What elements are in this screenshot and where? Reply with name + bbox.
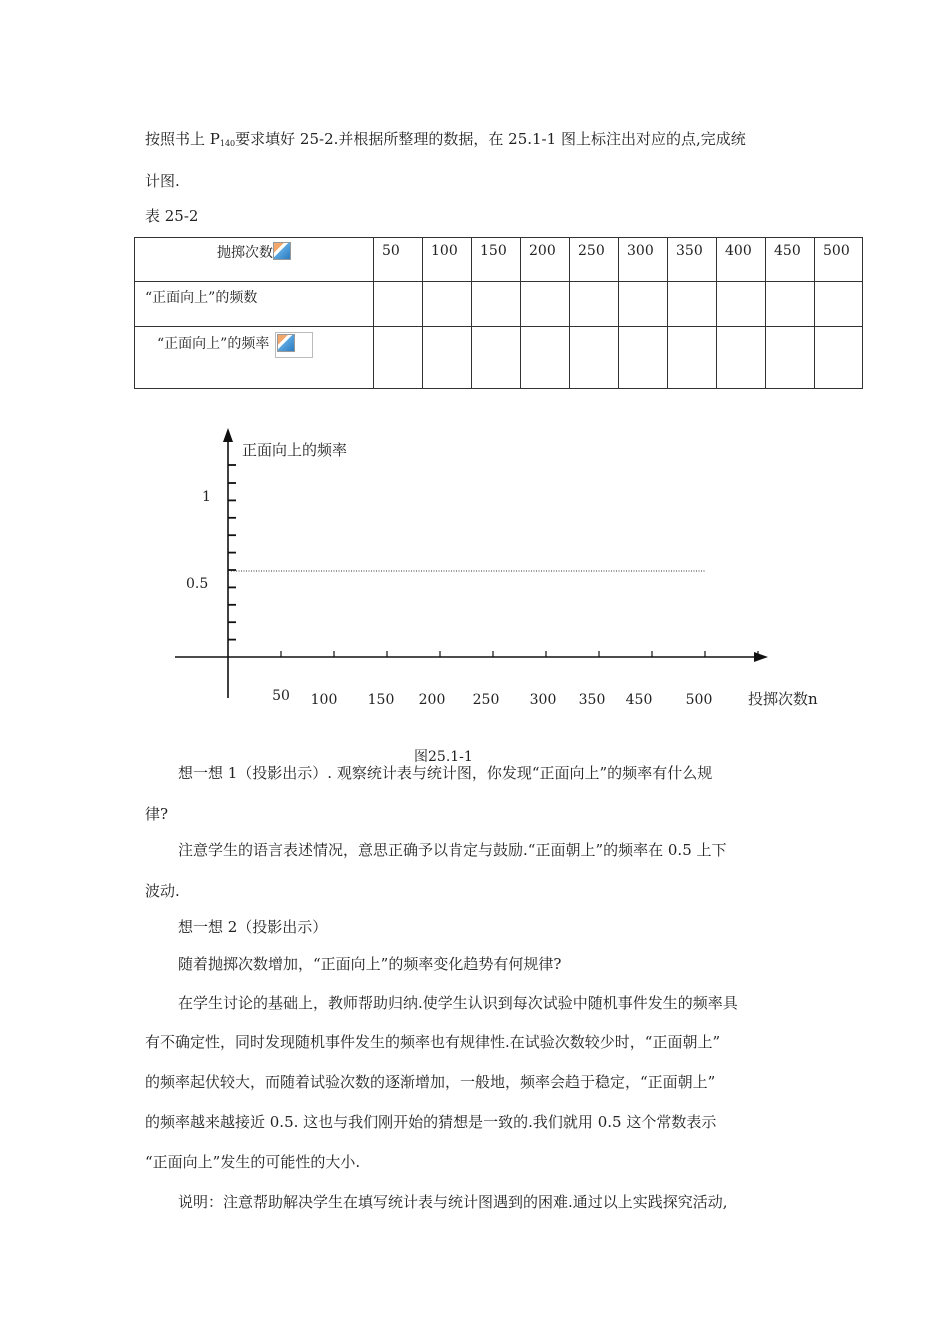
- x-tick-label: 250: [472, 692, 500, 708]
- table-cell[interactable]: [619, 282, 668, 326]
- x-tick-label: 300: [529, 692, 557, 708]
- table-row: [135, 238, 863, 282]
- paragraph-summary-c: 的频率起伏较大，而随着试验次数的逐渐增加，一般地，频率会趋于稳定，“正面朝上”: [145, 1073, 716, 1091]
- paragraph-summary-d: 的频率越来越接近 0.5. 这也与我们刚开始的猜想是一致的.我们就用 0.5 这个常数表示: [145, 1113, 717, 1131]
- table-cell[interactable]: [815, 282, 863, 326]
- column-header: 250: [570, 238, 619, 282]
- table-cell[interactable]: [766, 282, 815, 326]
- image-placeholder-icon: [277, 334, 295, 352]
- image-placeholder-box: [275, 332, 313, 358]
- column-header: 50: [374, 238, 423, 282]
- intro-line-1: 按照书上 $P_{140}$要求填好 25-2.并根据所整理的数据，在 25.1-1 图上标注出对应的点,完成统: [145, 130, 746, 148]
- table-cell[interactable]: [570, 282, 619, 326]
- column-header: 150: [472, 238, 521, 282]
- x-tick-label: 200: [418, 692, 446, 708]
- y-axis-label: 正面向上的频率: [242, 441, 348, 459]
- column-header: 300: [619, 238, 668, 282]
- table-row: [135, 282, 863, 326]
- paragraph-summary-a: 在学生讨论的基础上，教师帮助归纳.使学生认识到每次试验中随机事件发生的频率具: [178, 994, 738, 1012]
- row-header-throws: 抛掷次数: [135, 238, 374, 282]
- frequency-table: [134, 237, 863, 389]
- intro-line-2: 计图.: [145, 172, 180, 190]
- column-header: 450: [766, 238, 815, 282]
- table-caption: 表 25-2: [145, 207, 199, 225]
- y-axis-arrow: [223, 428, 233, 442]
- frequency-chart: [0, 410, 950, 790]
- table-cell[interactable]: [619, 326, 668, 388]
- table-cell[interactable]: [472, 282, 521, 326]
- paragraph-note-a: 注意学生的语言表述情况，意思正确予以肯定与鼓励.“正面朝上”的频率在 0.5 上下: [178, 841, 727, 859]
- chart-caption: 图25.1-1: [414, 749, 473, 765]
- paragraph-think-1-a: 想一想 1（投影出示）. 观察统计表与统计图，你发现“正面向上”的频率有什么规: [178, 764, 713, 782]
- table-cell[interactable]: [472, 326, 521, 388]
- row-header-frequency: “正面向上”的频率: [135, 326, 374, 388]
- table-cell[interactable]: [423, 326, 472, 388]
- x-tick-label: 100: [310, 692, 338, 708]
- x-tick-label: 50: [272, 688, 290, 704]
- paragraph-question: 随着抛掷次数增加，“正面向上”的频率变化趋势有何规律?: [178, 955, 562, 973]
- paragraph-explanation: 说明：注意帮助解决学生在填写统计表与统计图遇到的困难.通过以上实践探究活动,: [178, 1193, 728, 1211]
- table-cell[interactable]: [374, 282, 423, 326]
- x-tick-label: 450: [625, 692, 653, 708]
- paragraph-summary-e: “正面向上”发生的可能性的大小.: [145, 1153, 361, 1171]
- table-cell[interactable]: [717, 326, 766, 388]
- paragraph-think-2: 想一想 2（投影出示）: [178, 918, 328, 936]
- table-cell[interactable]: [766, 326, 815, 388]
- column-header: 400: [717, 238, 766, 282]
- paragraph-note-b: 波动.: [145, 882, 180, 900]
- image-placeholder-icon: [273, 242, 291, 260]
- y-tick-label: 1: [202, 489, 211, 505]
- table-cell[interactable]: [374, 326, 423, 388]
- column-header: 100: [423, 238, 472, 282]
- table-cell[interactable]: [521, 326, 570, 388]
- row-header-count: “正面向上”的频数: [135, 282, 374, 326]
- table-cell[interactable]: [717, 282, 766, 326]
- column-header: 350: [668, 238, 717, 282]
- column-header: 200: [521, 238, 570, 282]
- x-tick-label: 500: [685, 692, 713, 708]
- x-tick-label: 350: [578, 692, 606, 708]
- table-cell[interactable]: [521, 282, 570, 326]
- table-cell[interactable]: [668, 282, 717, 326]
- table-cell[interactable]: [423, 282, 472, 326]
- table-cell[interactable]: [815, 326, 863, 388]
- paragraph-think-1-b: 律?: [145, 805, 169, 823]
- table-cell[interactable]: [570, 326, 619, 388]
- table-cell[interactable]: [668, 326, 717, 388]
- x-tick-label: 150: [367, 692, 395, 708]
- x-axis-label: 投掷次数n: [748, 690, 818, 708]
- table-row: [135, 326, 863, 388]
- paragraph-summary-b: 有不确定性，同时发现随机事件发生的频率也有规律性.在试验次数较少时，“正面朝上”: [145, 1033, 721, 1051]
- column-header: 500: [815, 238, 863, 282]
- y-tick-label: 0.5: [186, 576, 209, 592]
- x-axis-arrow: [754, 652, 768, 662]
